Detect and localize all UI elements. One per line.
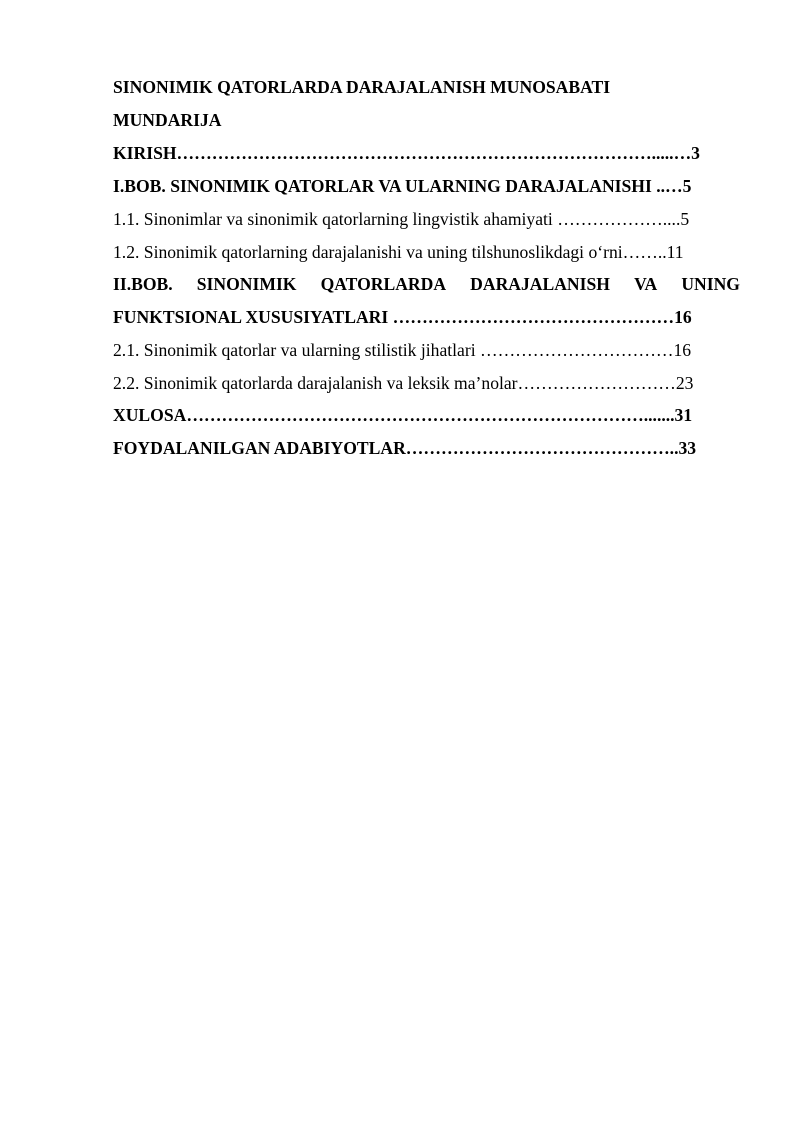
- toc-entry-chapter-1: I.BOB. SINONIMIK QATORLAR VA ULARNING DARAJALANISHI ..…5: [113, 176, 692, 196]
- toc-entry-section-2-2: 2.2. Sinonimik qatorlarda darajalanish va leksik ma’nolar………………………23: [113, 373, 694, 393]
- toc-entry-chapter-2-line-2: FUNKTSIONAL XUSUSIYATLARI …………………………………………16: [113, 307, 692, 327]
- toc-entry-xulosa: XULOSA…………………………………………………………………….......31: [113, 405, 693, 425]
- toc-word: UNING: [681, 274, 740, 294]
- toc-word: II.BOB.: [113, 274, 173, 294]
- toc-word: DARAJALANISH: [470, 274, 610, 294]
- toc-entry-section-1-2: 1.2. Sinonimik qatorlarning darajalanishi va uning tilshunoslikdagi o‘rni……..11: [113, 242, 684, 262]
- toc-entry-chapter-2-line-1: [113, 273, 740, 295]
- toc-entry-adabiyotlar: FOYDALANILGAN ADABIYOTLAR………………………………………..33: [113, 438, 697, 458]
- toc-entry-section-2-1: 2.1. Sinonimik qatorlar va ularning stilistik jihatlari ……………………………16: [113, 340, 692, 360]
- toc-entry-section-1-1: 1.1. Sinonimlar va sinonimik qatorlarning lingvistik ahamiyati ………………....5: [113, 209, 690, 229]
- contents-heading: MUNDARIJA: [113, 110, 222, 130]
- toc-word: QATORLARDA: [320, 274, 447, 294]
- toc-word: VA: [634, 274, 658, 294]
- toc-word: SINONIMIK: [196, 274, 297, 294]
- toc-entry-kirish: KIRISH……………………………………………………………………….....…3: [113, 143, 700, 163]
- document-title: SINONIMIK QATORLARDA DARAJALANISH MUNOSABATI: [113, 77, 611, 97]
